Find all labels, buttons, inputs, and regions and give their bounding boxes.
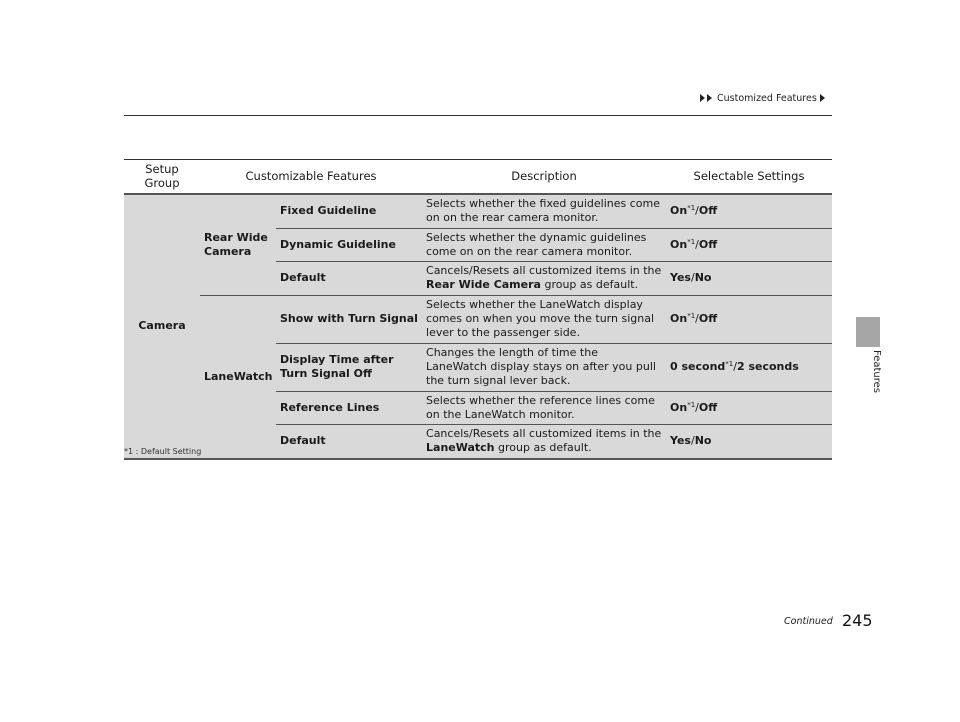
selectable-settings: On$^{*1}$/Off (666, 194, 832, 228)
table-row (124, 295, 832, 343)
selectable-settings: Yes/No (666, 262, 832, 296)
feature-description: Selects whether the dynamic guidelines come on on the rear camera monitor. (422, 228, 666, 262)
section-tab-marker (856, 317, 880, 347)
feature-name: Default (276, 262, 422, 296)
feature-description: Selects whether the fixed guidelines come on on the rear camera monitor. (422, 194, 666, 228)
subgroup-lanewatch: LaneWatch (200, 295, 276, 458)
section-tab-label: Features (871, 350, 882, 393)
header-rule (124, 115, 832, 116)
page-number: 245 (842, 611, 873, 630)
triangle-right-icon (707, 94, 712, 102)
triangle-right-icon (820, 94, 825, 102)
selectable-settings: On$^{*1}$/Off (666, 391, 832, 425)
selectable-settings: On$^{*1}$/Off (666, 295, 832, 343)
selectable-settings: Yes/No (666, 425, 832, 459)
feature-description: Selects whether the LaneWatch display comes on when you move the turn signal lever to the passenger side. (422, 295, 666, 343)
breadcrumb (700, 93, 832, 104)
feature-name: Default (276, 425, 422, 459)
feature-name: Fixed Guideline (276, 194, 422, 228)
feature-description: Cancels/Resets all customized items in the LaneWatch group as default. (422, 425, 666, 459)
column-header-customizable-features: Customizable Features (200, 160, 422, 195)
column-header-setup-group: Setup Group (124, 160, 200, 195)
footnote: *1 : Default Setting (124, 447, 202, 456)
feature-description: Cancels/Resets all customized items in the Rear Wide Camera group as default. (422, 262, 666, 296)
selectable-settings: 0 second$^{*1}$/2 seconds (666, 343, 832, 391)
triangle-right-icon (700, 94, 705, 102)
selectable-settings: On$^{*1}$/Off (666, 228, 832, 262)
subgroup-rear-wide-camera: Rear Wide Camera (200, 194, 276, 295)
setup-group-camera: Camera (124, 194, 200, 459)
feature-name: Reference Lines (276, 391, 422, 425)
feature-description: Changes the length of time the LaneWatch display stays on after you pull the turn signal lever back. (422, 343, 666, 391)
feature-description: Selects whether the reference lines come on the LaneWatch monitor. (422, 391, 666, 425)
column-header-selectable-settings: Selectable Settings (666, 160, 832, 195)
continued-label: Continued (784, 616, 833, 627)
customized-features-table (124, 159, 832, 460)
feature-name: Dynamic Guideline (276, 228, 422, 262)
feature-name: Display Time after Turn Signal Off (276, 343, 422, 391)
feature-name: Show with Turn Signal (276, 295, 422, 343)
column-header-description: Description (422, 160, 666, 195)
breadcrumb-label: Customized Features (717, 93, 817, 104)
table-row (124, 194, 832, 228)
table-header-row (124, 160, 832, 195)
